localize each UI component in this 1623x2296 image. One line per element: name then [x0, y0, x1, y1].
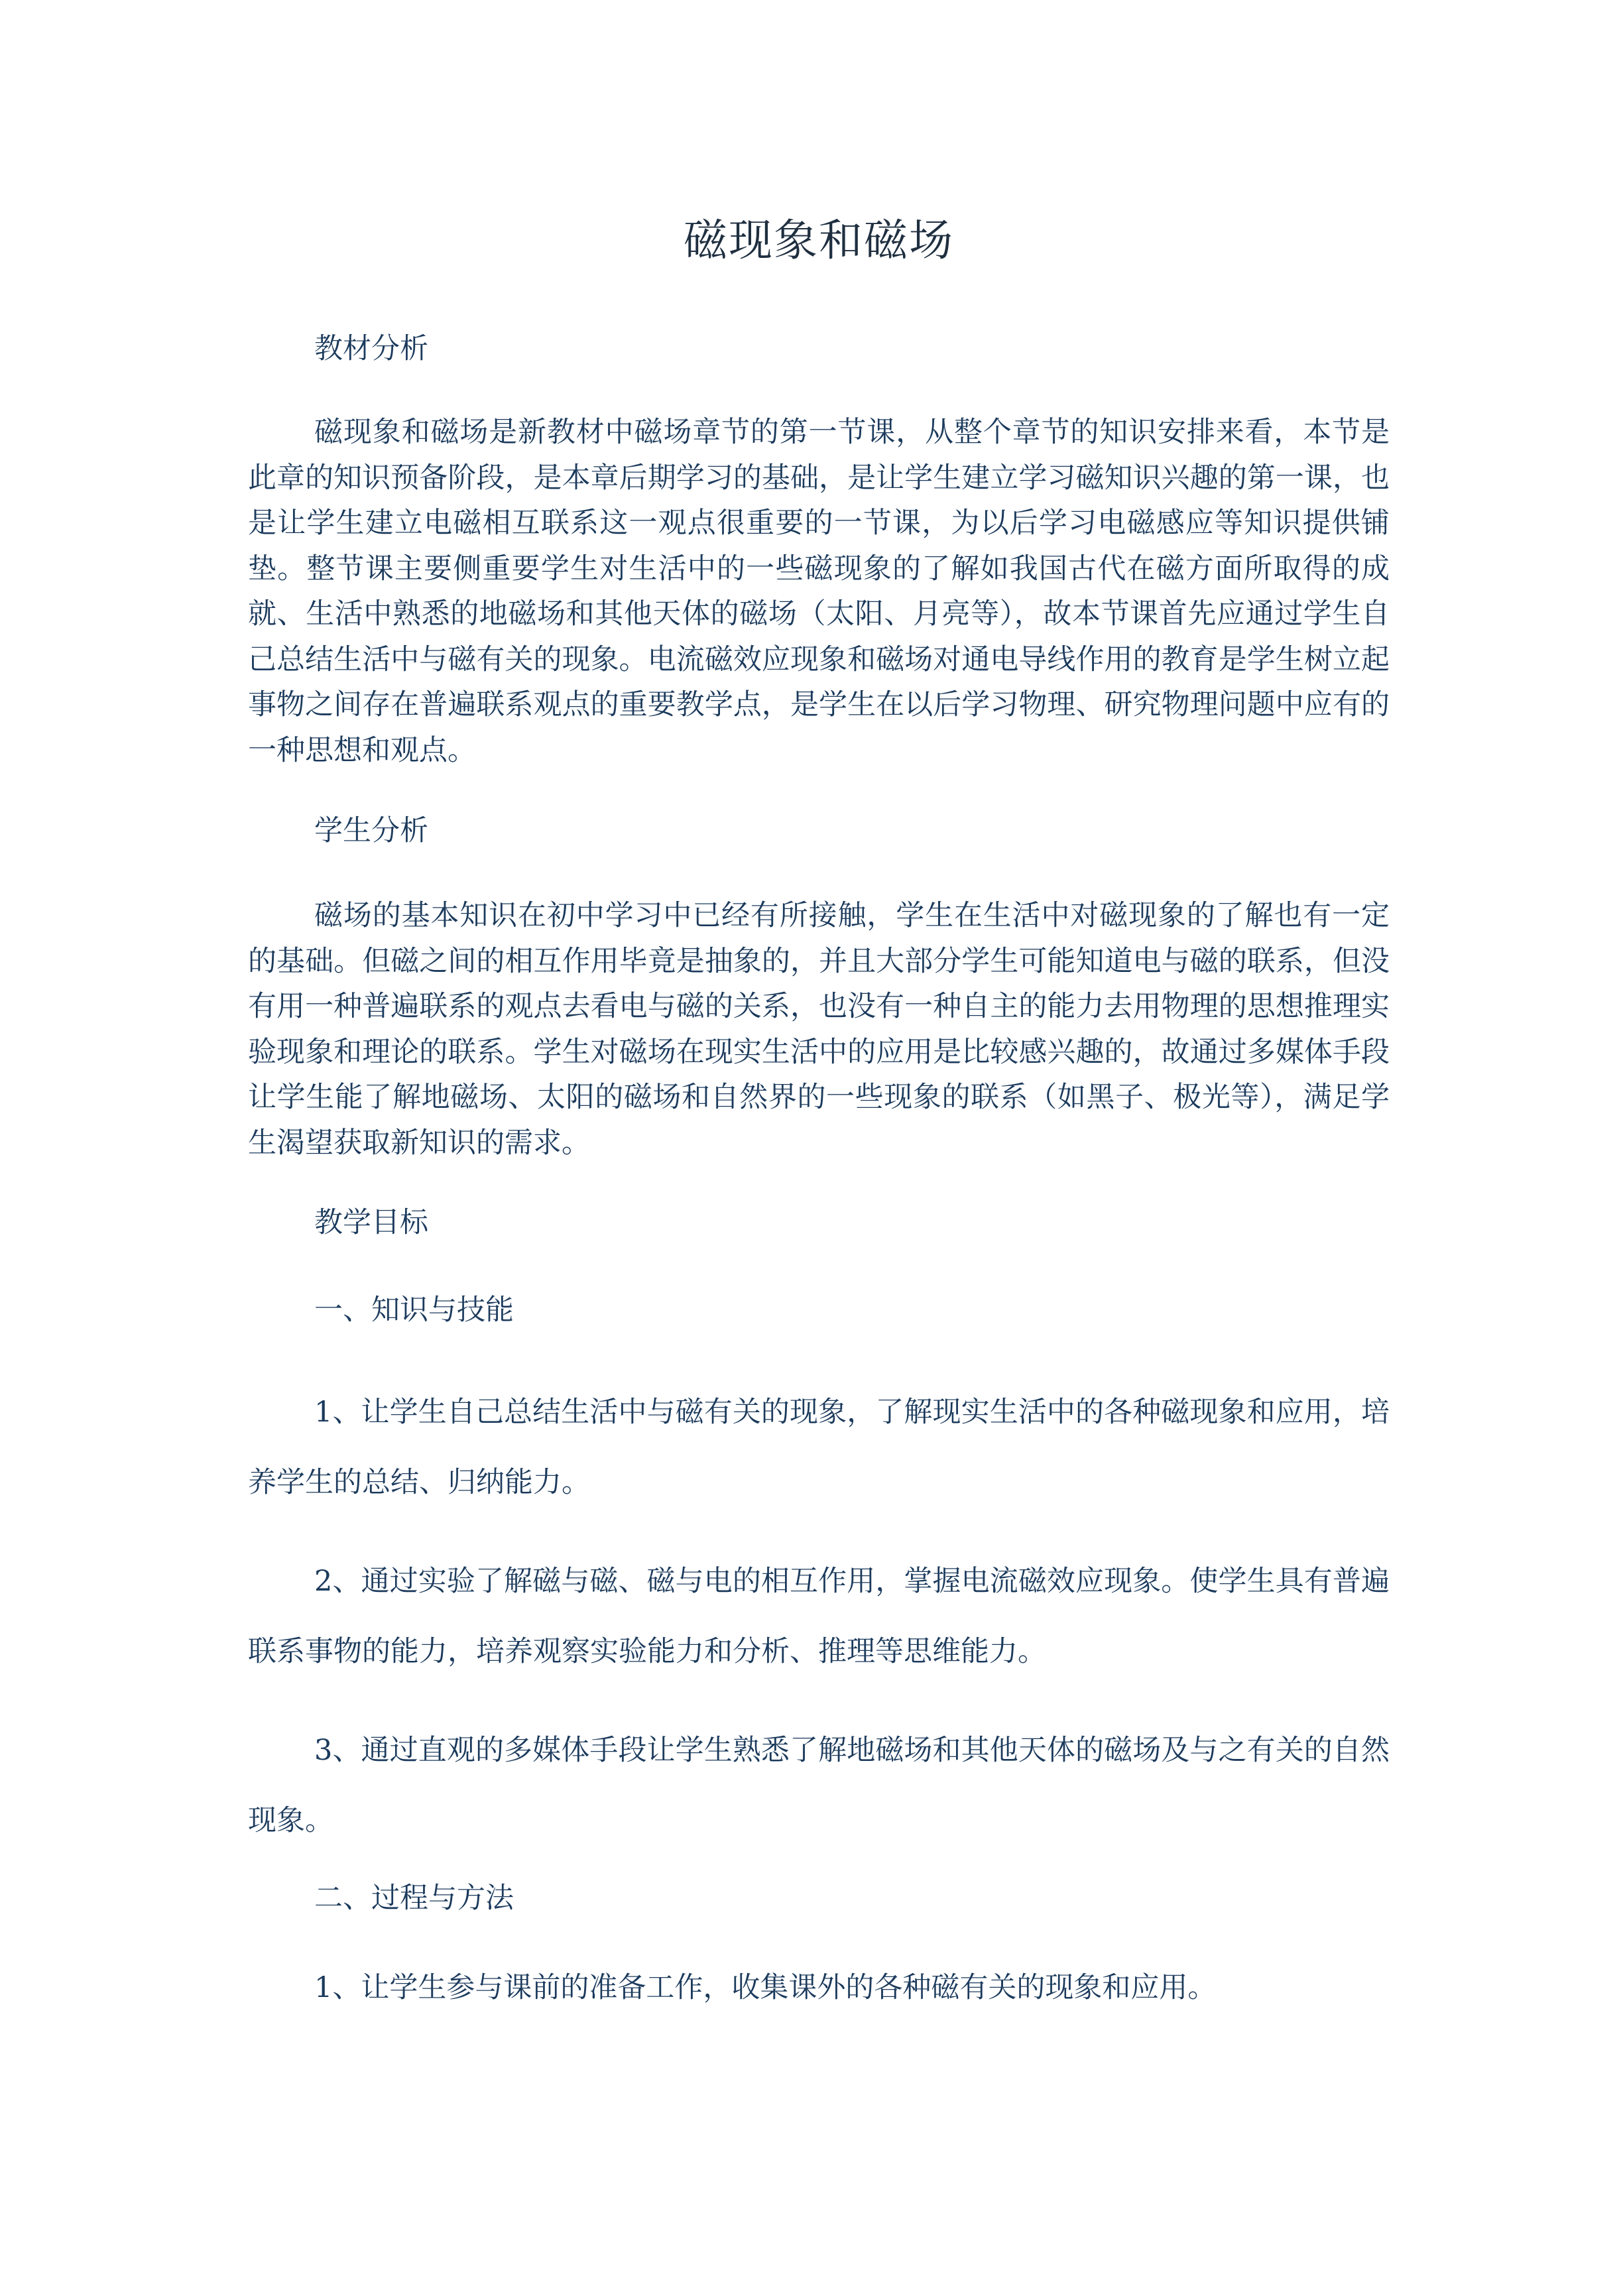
- process-item-1: 1、让学生参与课前的准备工作，收集课外的各种磁有关的现象和应用。: [314, 1971, 1217, 2004]
- paragraph-textbook-analysis: 磁现象和磁场是新教材中磁场章节的第一节课，从整个章节的知识安排来看，本节是此章的知识预备阶段，是本章后期学习的基础，是让学生建立学习磁知识兴趣的第一课，也是让学生建立电磁相互联系这一观点很重要的一节课，为以后学习电磁感应等知识提供铺垫。整节课主要侧重要学生对生活中的一些磁现象的了解如我国古代在磁方面所取得的成就、生活中熟悉的地磁场和其他天体的磁场（太阳、月亮等），故本节课首先应通过学生自己总结生活中与磁有关的现象。电流磁效应现象和磁场对通电导线作用的教育是学生树立起事物之间存在普遍联系观点的重要教学点，是学生在以后学习物理、研究物理问题中应有的一种思想和观点。: [248, 416, 1390, 767]
- subheading-process-and-methods: 二、过程与方法: [314, 1882, 514, 1915]
- objective-item-2: 2、通过实验了解磁与磁、磁与电的相互作用，掌握电流磁效应现象。使学生具有普遍联系事物的能力，培养观察实验能力和分析、推理等思维能力。: [248, 1565, 1390, 1668]
- objective-item-1: 1、让学生自己总结生活中与磁有关的现象，了解现实生活中的各种磁现象和应用，培养学生的总结、归纳能力。: [248, 1396, 1390, 1499]
- objective-item-3: 3、通过直观的多媒体手段让学生熟悉了解地磁场和其他天体的磁场及与之有关的自然现象。: [248, 1734, 1390, 1837]
- subheading-knowledge-and-skills: 一、知识与技能: [314, 1294, 514, 1327]
- section-heading-student-analysis: 学生分析: [314, 814, 428, 847]
- section-heading-textbook-analysis: 教材分析: [314, 332, 428, 365]
- section-heading-teaching-objectives: 教学目标: [314, 1206, 428, 1239]
- paragraph-student-analysis: 磁场的基本知识在初中学习中已经有所接触，学生在生活中对磁现象的了解也有一定的基础。但磁之间的相互作用毕竟是抽象的，并且大部分学生可能知道电与磁的联系，但没有用一种普遍联系的观点去看电与磁的关系，也没有一种自主的能力去用物理的思想推理实验现象和理论的联系。学生对磁场在现实生活中的应用是比较感兴趣的，故通过多媒体手段让学生能了解地磁场、太阳的磁场和自然界的一些现象的联系（如黑子、极光等），满足学生渴望获取新知识的需求。: [248, 899, 1390, 1160]
- document-title: 磁现象和磁场: [684, 215, 954, 266]
